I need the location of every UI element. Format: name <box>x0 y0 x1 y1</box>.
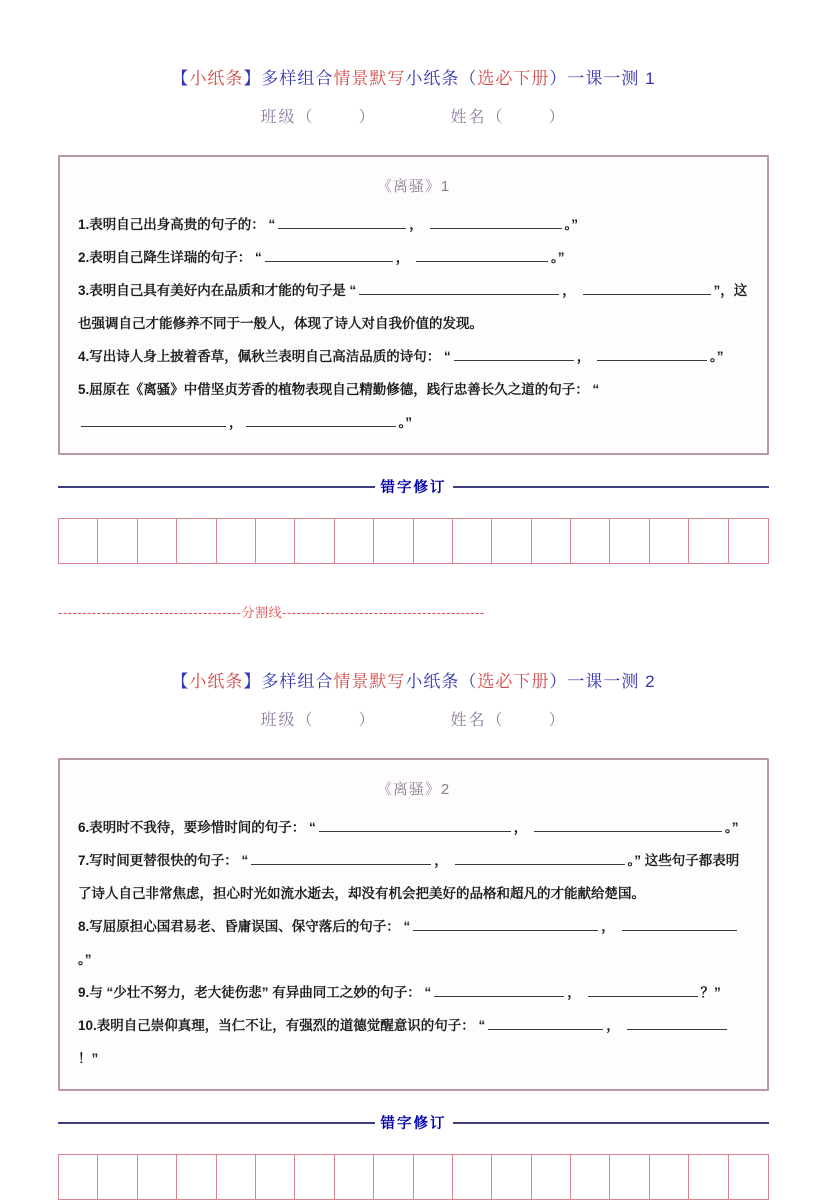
question-text: ， <box>606 1018 624 1033</box>
worksheet-title-2 <box>58 667 769 692</box>
title-part: 小纸条 <box>189 672 244 691</box>
rule-line-right <box>453 486 770 488</box>
question-text: 。” <box>564 217 579 232</box>
name-label: 姓名（ <box>450 109 505 126</box>
name-field-1 <box>451 104 567 127</box>
question-text: 8.写屈原担心国君易老、昏庸误国、保守落后的句子： “ <box>78 919 411 934</box>
class-field-2 <box>260 707 376 730</box>
title-part: 【 <box>171 672 190 691</box>
title-part: 多样组合 <box>261 69 334 88</box>
question-list-1 <box>78 208 749 439</box>
question-text: ， <box>601 919 619 934</box>
title-part: 小纸条（ <box>405 672 478 691</box>
correction-grid-1 <box>58 518 769 564</box>
question-text: ？” <box>700 985 721 1000</box>
question-text: ， <box>576 349 595 364</box>
question-line <box>78 241 749 274</box>
question-text: 。” <box>725 820 739 835</box>
class-field-1 <box>260 104 376 127</box>
correction-cell <box>414 519 453 563</box>
answer-blank <box>488 1017 603 1030</box>
answer-blank <box>416 249 548 262</box>
answer-blank <box>588 984 698 997</box>
question-line <box>78 910 749 976</box>
correction-cell <box>610 519 649 563</box>
question-text: 。” <box>398 415 412 430</box>
question-line <box>78 976 749 1009</box>
question-text: 1.表明自己出身高贵的句子的： “ <box>78 217 276 232</box>
answer-blank <box>81 414 226 427</box>
name-close-paren: ） <box>548 712 567 729</box>
correction-cell <box>492 519 531 563</box>
answer-blank <box>583 282 711 295</box>
correction-cell <box>335 519 374 563</box>
question-line <box>78 340 749 373</box>
question-text: ， <box>567 985 585 1000</box>
correction-cell <box>177 1155 216 1199</box>
name-close-paren: ） <box>548 109 567 126</box>
class-close-paren: ） <box>358 712 377 729</box>
question-text: ！” <box>78 1051 99 1066</box>
question-line <box>78 208 749 241</box>
question-line <box>78 274 749 340</box>
rule-line-left <box>58 486 375 488</box>
worksheet-title-1 <box>58 64 769 89</box>
box-heading-2: 《离骚》2 <box>376 781 451 798</box>
question-list-2 <box>78 811 749 1075</box>
title-part: ）一课一测 2 <box>549 672 656 691</box>
question-line <box>78 373 749 439</box>
correction-cell <box>532 1155 571 1199</box>
correction-cell <box>650 1155 689 1199</box>
question-text: ， <box>513 820 532 835</box>
answer-blank <box>246 414 396 427</box>
question-text: 9.与 “少壮不努力，老大徒伤悲” 有异曲同工之妙的句子： “ <box>78 985 432 1000</box>
correction-cell <box>650 519 689 563</box>
class-close-paren: ） <box>358 109 377 126</box>
title-part: 小纸条（ <box>405 69 478 88</box>
question-text: ”，这也强调自己才能修养不同于一般人，体现了诗人对自我价值的发现。 <box>78 283 748 331</box>
title-part: 选必下册 <box>477 69 550 88</box>
question-text: ， <box>395 250 414 265</box>
answer-blank <box>278 216 406 229</box>
answer-blank <box>430 216 562 229</box>
question-text: 。” <box>551 250 565 265</box>
question-line <box>78 1009 749 1075</box>
question-text: 5.屈原在《离骚》中借坚贞芳香的植物表现自己精勤修德，践行忠善长久之道的句子： “ <box>78 382 600 397</box>
question-text: 7.写时间更替很快的句子： “ <box>78 853 249 868</box>
correction-cell <box>610 1155 649 1199</box>
correction-cell <box>374 1155 413 1199</box>
question-text: 2.表明自己降生详瑞的句子： “ <box>78 250 262 265</box>
answer-blank <box>413 918 598 931</box>
answer-blank <box>265 249 393 262</box>
correction-cell <box>59 519 98 563</box>
answer-blank <box>622 918 737 931</box>
question-box-1 <box>58 155 769 455</box>
question-text: 4.写出诗人身上披着香草，佩秋兰表明自己高洁品质的诗句： “ <box>78 349 451 364</box>
title-part: 情景默写 <box>333 672 406 691</box>
correction-cell <box>59 1155 98 1199</box>
correction-label-2: 错字修订 <box>380 1116 447 1132</box>
title-part: 】 <box>243 672 262 691</box>
correction-cell <box>295 519 334 563</box>
answer-blank <box>454 348 574 361</box>
correction-cell <box>138 519 177 563</box>
answer-blank <box>251 852 431 865</box>
question-text: ， <box>434 853 452 868</box>
correction-cell <box>295 1155 334 1199</box>
question-box-2 <box>58 758 769 1091</box>
student-info-row-2 <box>58 707 769 730</box>
title-part: 选必下册 <box>477 672 550 691</box>
correction-cell <box>256 1155 295 1199</box>
name-field-2 <box>451 707 567 730</box>
class-label: 班级（ <box>260 109 315 126</box>
question-text: 10.表明自己崇仰真理，当仁不让，有强烈的道德觉醒意识的句子： “ <box>78 1018 486 1033</box>
correction-cell <box>729 519 768 563</box>
correction-cell <box>98 519 137 563</box>
correction-cell <box>335 1155 374 1199</box>
title-part: 【 <box>171 69 190 88</box>
answer-blank <box>319 819 511 832</box>
answer-blank <box>455 852 625 865</box>
answer-blank <box>359 282 559 295</box>
question-text: 。” <box>78 952 92 967</box>
title-part: 情景默写 <box>333 69 406 88</box>
answer-blank <box>534 819 722 832</box>
title-part: ）一课一测 1 <box>549 69 656 88</box>
question-line <box>78 811 749 844</box>
correction-cell <box>729 1155 768 1199</box>
correction-cell <box>532 519 571 563</box>
box-heading-1: 《离骚》1 <box>376 178 451 195</box>
correction-cell <box>138 1155 177 1199</box>
rule-line-left <box>58 1122 375 1124</box>
cut-divider: --------------------------------------分割线------------------------------------------ <box>58 605 485 620</box>
class-label: 班级（ <box>260 712 315 729</box>
correction-cell <box>177 519 216 563</box>
correction-cell <box>98 1155 137 1199</box>
question-line <box>78 844 749 910</box>
title-part: 】 <box>243 69 262 88</box>
title-part: 多样组合 <box>261 672 334 691</box>
question-text: ， <box>562 283 580 298</box>
correction-cell <box>414 1155 453 1199</box>
correction-cell <box>571 519 610 563</box>
rule-line-right <box>453 1122 770 1124</box>
question-text: 3.表明自己具有美好内在品质和才能的句子是 “ <box>78 283 357 298</box>
correction-grid-2 <box>58 1154 769 1200</box>
correction-header-1 <box>58 476 769 497</box>
correction-label-1: 错字修订 <box>380 480 447 496</box>
answer-blank <box>627 1017 727 1030</box>
answer-blank <box>597 348 707 361</box>
name-label: 姓名（ <box>450 712 505 729</box>
correction-cell <box>374 519 413 563</box>
question-text: 6.表明时不我待，要珍惜时间的句子： “ <box>78 820 316 835</box>
correction-cell <box>453 519 492 563</box>
question-text: ， <box>229 415 243 430</box>
correction-cell <box>217 519 256 563</box>
answer-blank <box>434 984 564 997</box>
correction-cell <box>571 1155 610 1199</box>
correction-cell <box>217 1155 256 1199</box>
correction-cell <box>492 1155 531 1199</box>
correction-cell <box>689 519 728 563</box>
title-part: 小纸条 <box>189 69 244 88</box>
question-text: 。” 这些句子都表明了诗人自己非常焦虑，担心时光如流水逝去，却没有机会把美好的品格和超凡的才能献给楚国。 <box>78 853 740 901</box>
page-content <box>58 0 769 1200</box>
correction-cell <box>453 1155 492 1199</box>
question-text: 。” <box>710 349 724 364</box>
student-info-row-1 <box>58 104 769 127</box>
correction-cell <box>256 519 295 563</box>
correction-header-2 <box>58 1112 769 1133</box>
correction-cell <box>689 1155 728 1199</box>
question-text: ， <box>409 217 427 232</box>
